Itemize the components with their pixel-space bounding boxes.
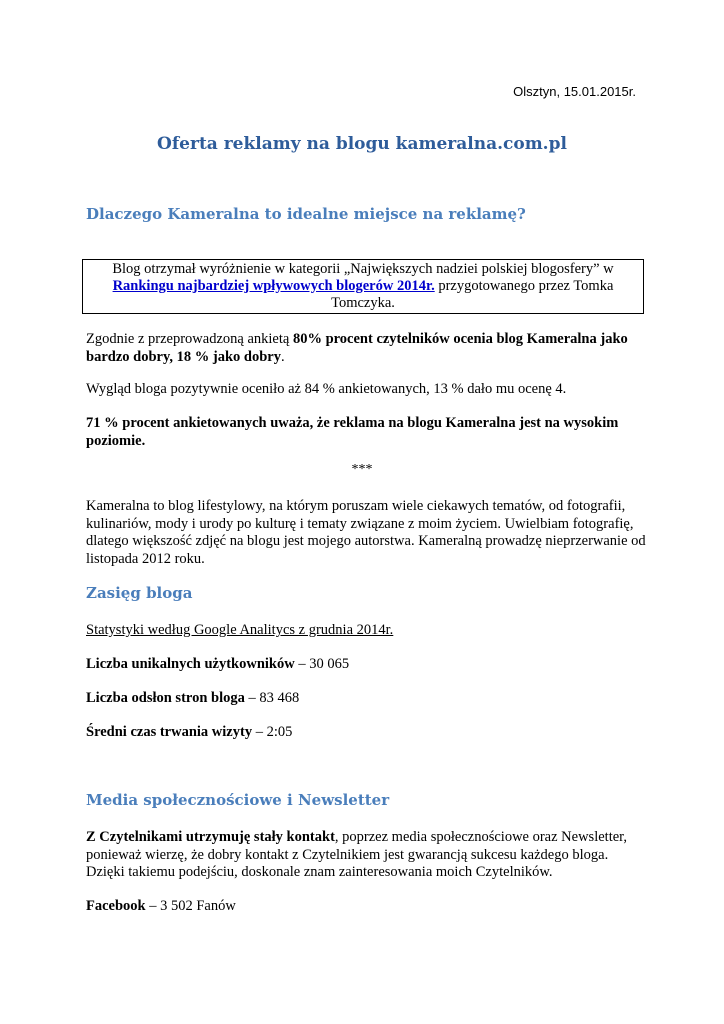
- about-paragraph: Kameralna to blog lifestylowy, na którym poruszam wiele ciekawych tematów, od fotografii, kulinariów, mody i urody po kulturę i tematy związane z moim życiem. Uwielbiam fotografię, dlatego większość zdjęć na blogu jest mojego autorstwa. Kameralną prowadzę nieprzerwanie od listopada 2012 roku.: [86, 498, 646, 567]
- stat-unique-users: [86, 656, 646, 674]
- separator: ***: [351, 462, 373, 477]
- stat-label: Liczba unikalnych użytkowników: [86, 656, 295, 672]
- stat-label: Liczba odsłon stron bloga: [86, 690, 245, 706]
- document-title: Oferta reklamy na blogu kameralna.com.pl: [157, 134, 567, 154]
- section-heading-reach: Zasięg bloga: [86, 584, 193, 602]
- contact-text: , poprzez media społecznościowe oraz Newsletter, ponieważ wierzę, że dobry kontakt z Czytelnikiem jest gwarancją sukcesu każdego bloga. Dzięki takiemu podejściu, doskonale znam zainteresowania moich Czytelników.: [86, 829, 628, 880]
- stat-value: – 2:05: [252, 724, 293, 740]
- section-heading-social: Media społecznościowe i Newsletter: [86, 791, 390, 809]
- stat-page-views: [86, 690, 646, 708]
- award-box: [82, 259, 644, 314]
- survey-text: Zgodnie z przeprowadzoną ankietą: [86, 331, 293, 347]
- survey-highlight: 80% procent czytelników ocenia blog Kameralna jako bardzo dobry, 18 % jako dobry: [86, 331, 628, 365]
- stat-value: – 30 065: [294, 656, 350, 672]
- award-text-before: Blog otrzymał wyróżnienie w kategorii „Największych nadziei polskiej blogosfery” w: [112, 261, 614, 277]
- facebook-value: – 3 502 Fanów: [145, 898, 236, 914]
- stat-visit-duration: [86, 724, 646, 742]
- section-heading-why: Dlaczego Kameralna to idealne miejsce na reklamę?: [86, 205, 526, 223]
- stat-value: – 83 468: [244, 690, 300, 706]
- facebook-label: Facebook: [86, 898, 146, 914]
- stat-label: Średni czas trwania wizyty: [86, 724, 253, 740]
- document-date: Olsztyn, 15.01.2015r.: [513, 84, 636, 99]
- appearance-paragraph: Wygląd bloga pozytywnie oceniło aż 84 % ankietowanych, 13 % dało mu ocenę 4.: [86, 381, 567, 397]
- advertising-paragraph: 71 % procent ankietowanych uważa, że reklama na blogu Kameralna jest na wysokim poziomie.: [86, 415, 619, 449]
- ranking-link[interactable]: Rankingu najbardziej wpływowych blogerów 2014r.: [112, 278, 435, 294]
- stats-caption-text: Statystyki według Google Analitycs z grudnia 2014r.: [86, 622, 394, 638]
- award-text-after: przygotowanego przez Tomka Tomczyka.: [331, 278, 614, 311]
- survey-paragraph: [86, 331, 646, 366]
- stats-caption: [86, 622, 646, 640]
- facebook-stat: [86, 898, 646, 916]
- contact-paragraph: [86, 829, 646, 882]
- contact-highlight: Z Czytelnikami utrzymuję stały kontakt: [86, 829, 335, 845]
- survey-text-end: .: [280, 348, 285, 365]
